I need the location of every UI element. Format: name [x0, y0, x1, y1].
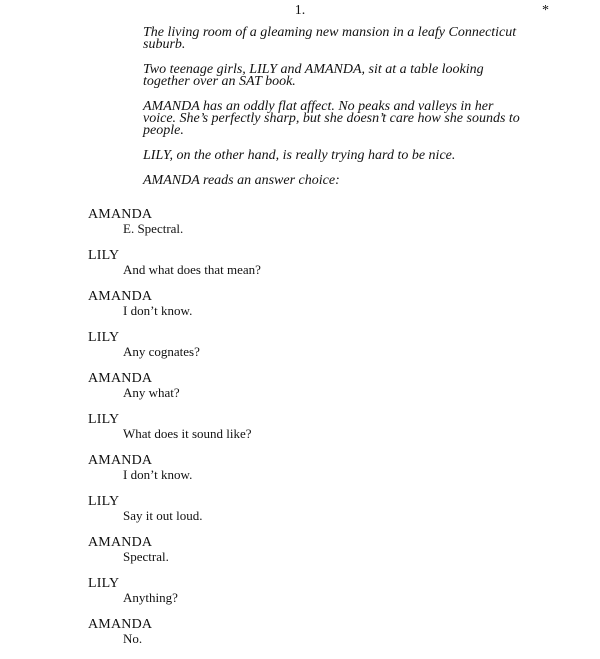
dialogue-block [88, 208, 548, 659]
dialogue-speech [88, 536, 548, 564]
dialogue-speech [88, 577, 548, 605]
dialogue-line: Say it out loud. [123, 508, 203, 523]
dialogue-speech [88, 208, 548, 236]
page-number: 1. [294, 3, 306, 18]
character-name: LILY [88, 330, 120, 345]
character-name: LILY [88, 412, 120, 427]
character-name: LILY [88, 494, 120, 509]
character-name: AMANDA [88, 207, 153, 222]
dialogue-speech [88, 618, 548, 646]
dialogue-speech [88, 413, 548, 441]
character-name: LILY [88, 576, 120, 591]
stage-direction-characters: Two teenage girls, LILY and AMANDA, sit at a table looking together over an SAT book. [143, 62, 484, 89]
character-name: AMANDA [88, 617, 153, 632]
revision-asterisk: * [542, 3, 549, 18]
character-name: AMANDA [88, 289, 153, 304]
dialogue-speech [88, 372, 548, 400]
dialogue-line: Any cognates? [123, 344, 200, 359]
dialogue-line: And what does that mean? [123, 262, 261, 277]
dialogue-line: Spectral. [123, 549, 169, 564]
dialogue-speech [88, 249, 548, 277]
character-name: LILY [88, 248, 120, 263]
stage-directions [143, 27, 523, 200]
dialogue-line: I don’t know. [123, 467, 193, 482]
dialogue-line: I don’t know. [123, 303, 193, 318]
dialogue-line: Anything? [123, 590, 178, 605]
dialogue-line: E. Spectral. [123, 221, 184, 236]
dialogue-speech [88, 331, 548, 359]
dialogue-speech [88, 495, 548, 523]
character-name: AMANDA [88, 535, 153, 550]
stage-direction-lily: LILY, on the other hand, is really trying hard to be nice. [143, 148, 456, 163]
stage-direction-action: AMANDA reads an answer choice: [143, 173, 340, 188]
stage-direction-amanda: AMANDA has an oddly flat affect. No peaks and valleys in her voice. She’s perfectly sharp, but she doesn’t care how she sounds to people. [143, 99, 520, 138]
dialogue-speech [88, 454, 548, 482]
dialogue-line: Any what? [123, 385, 180, 400]
stage-direction-setting: The living room of a gleaming new mansion in a leafy Connecticut suburb. [143, 25, 517, 52]
character-name: AMANDA [88, 453, 153, 468]
character-name: AMANDA [88, 371, 153, 386]
dialogue-line: What does it sound like? [123, 426, 252, 441]
dialogue-speech [88, 290, 548, 318]
dialogue-line: No. [123, 631, 143, 646]
